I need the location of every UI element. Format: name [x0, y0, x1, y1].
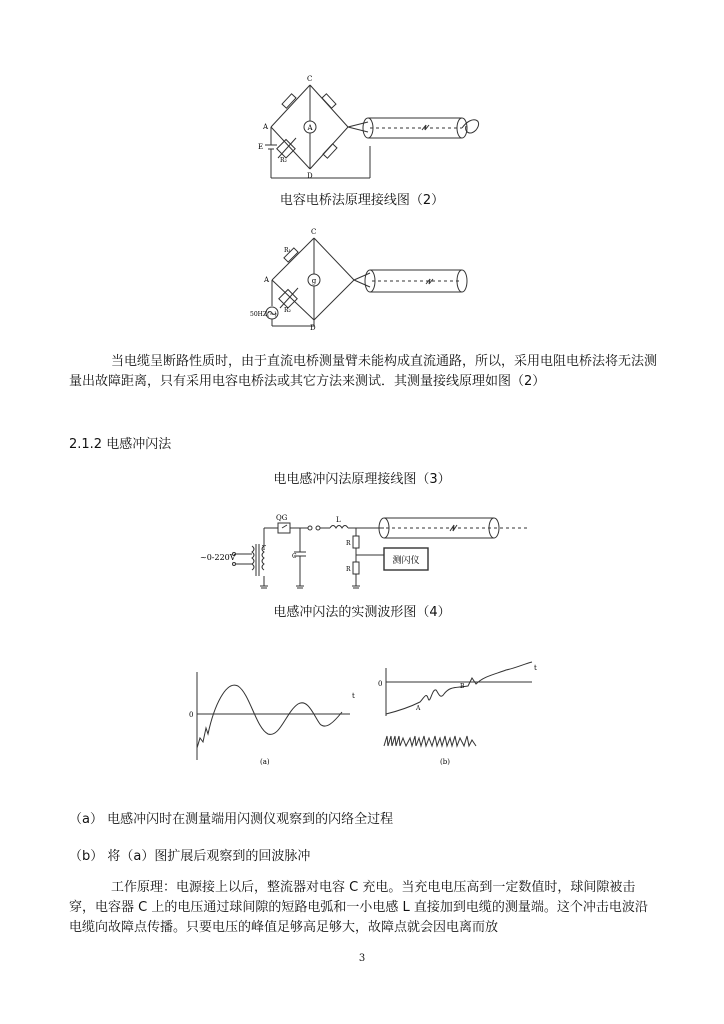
time-axis-label: t — [352, 692, 355, 700]
rectifier-label: QG — [276, 514, 288, 522]
note-a: （a） 电感冲闪时在测量端用闪测仪观察到的闪络全过程 — [69, 812, 394, 827]
waveform-a-caption: (a) — [260, 758, 270, 766]
flash-meter-label: 测闪仪 — [392, 556, 420, 566]
point-b-label: B — [460, 683, 465, 690]
point-a-label: A — [416, 705, 421, 712]
resistor-r2-label: R₂ — [284, 307, 291, 314]
resistor-r1-label: R₁ — [284, 247, 291, 254]
node-c-label: C — [311, 228, 317, 236]
node-c-label: C — [307, 75, 313, 83]
galvanometer-label: g — [311, 277, 317, 285]
paragraph-open-circuit: 当电缆呈断路性质时，由于直流电桥测量臂未能构成直流通路，所以，采用电阻电桥法将无法测量出故障距离，只有采用电容电桥法或其它方法来测试．其测量接线原理如图（2） — [69, 354, 658, 389]
note-b: （b） 将（a）图扩展后观察到的回波脉冲 — [69, 849, 311, 864]
node-d-label: D — [307, 172, 313, 180]
resistor-r1-label: R — [346, 540, 351, 547]
transformer-label: T — [262, 545, 267, 552]
source-label: 50HZ(~) — [250, 311, 277, 318]
section-heading: 2.1.2 电感冲闪法 — [69, 437, 172, 452]
figure-3-caption: 电电感冲闪法原理接线图（3） — [273, 472, 451, 487]
figure-4-caption: 电感冲闪法的实测波形图（4） — [273, 605, 451, 620]
paragraph-working-principle: 工作原理：电源接上以后，整流器对电容 C 充电。当充电电压高到一定数值时，球间隙被击穿，电容器 C 上的电压通过球间隙的短路电弧和一小电感 L 直接加到电缆的测量端。这个冲击电波沿电缆向故障点传播。只要电压的峰值足够高足够大，故障点就会因电离而放 — [69, 880, 648, 935]
origin-label: 0 — [378, 680, 383, 688]
resistor-r2-label: R₂ — [280, 157, 287, 164]
inductor-label: L — [336, 516, 341, 524]
node-a-label: A — [263, 123, 269, 131]
figure-capacitance-bridge-2 — [250, 226, 490, 332]
figure-capacitance-bridge-1 — [250, 72, 490, 184]
waveform-b-caption: (b) — [440, 758, 450, 766]
node-d-label: D — [310, 324, 316, 332]
source-label: ~0-220V — [200, 553, 236, 562]
ammeter-label: A — [307, 124, 313, 132]
figure-waveform-b — [372, 658, 548, 770]
figure-waveform-a — [186, 668, 366, 772]
time-axis-label: t — [534, 664, 537, 672]
figure-2a-caption: 电容电桥法原理接线图（2） — [279, 193, 445, 208]
capacitor-label: C — [292, 553, 297, 560]
source-e-label: E — [258, 143, 264, 151]
figure-impulse-circuit — [198, 510, 538, 596]
resistor-r2-label: R — [346, 566, 351, 573]
origin-label: 0 — [189, 711, 194, 719]
node-a-label: A — [264, 276, 270, 284]
page-number: 3 — [358, 953, 366, 964]
